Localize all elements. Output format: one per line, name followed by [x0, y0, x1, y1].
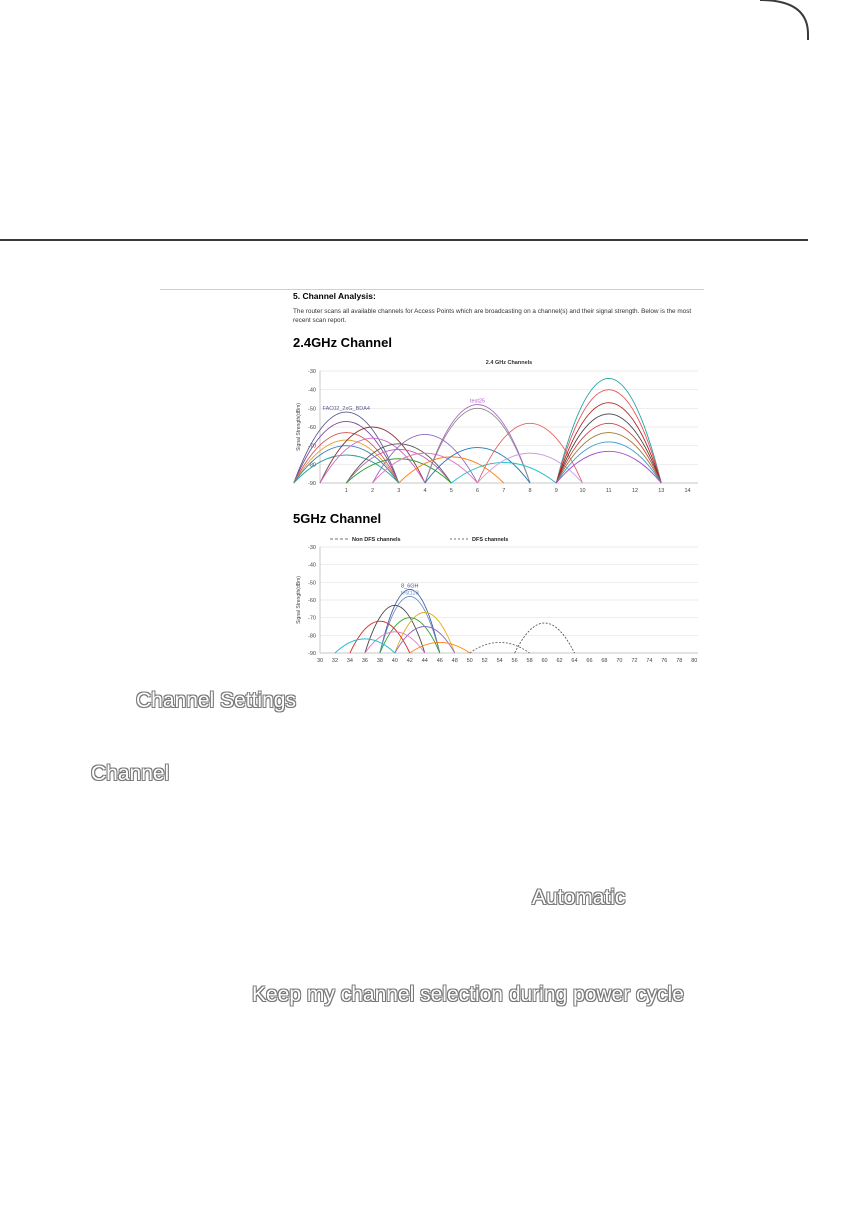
x-tick-label: 6 [475, 488, 480, 494]
y-tick-label: -70 [308, 443, 316, 450]
ssid-label: test25 [470, 398, 485, 405]
x-tick-label: 68 [601, 658, 608, 664]
x-tick-label: 40 [391, 658, 398, 664]
channel-label: Channel [91, 762, 170, 785]
signal-arc [556, 433, 661, 483]
y-tick-label: -80 [308, 633, 316, 640]
y-tick-label: -30 [308, 545, 316, 551]
y-tick-label: -80 [308, 462, 316, 469]
signal-arc [556, 451, 661, 483]
x-tick-label: 10 [579, 488, 586, 494]
x-tick-label: 32 [331, 658, 339, 664]
ssid-label: test123 [400, 590, 419, 597]
x-tick-label: 4 [423, 488, 427, 494]
x-tick-label: 76 [661, 658, 668, 664]
header-rule [0, 239, 808, 241]
x-tick-label: 72 [631, 658, 638, 664]
x-tick-label: 8 [528, 488, 532, 494]
x-tick-label: 62 [556, 658, 563, 664]
channel-analysis-screenshot [160, 287, 704, 667]
x-tick-label: 5 [449, 488, 453, 494]
automatic-option-label: Automatic [532, 886, 626, 909]
x-tick-label: 3 [397, 488, 401, 494]
signal-arc [395, 612, 455, 653]
chart-title: 2.4 GHz Channels [485, 360, 533, 366]
ghz5-chart [290, 533, 704, 667]
screenshot-top-divider [160, 289, 704, 290]
signal-arc [380, 596, 440, 653]
signal-arc [470, 642, 530, 653]
ghz5-heading: 5GHz Channel [293, 511, 382, 526]
y-tick-label: -30 [308, 369, 316, 375]
y-tick-label: -40 [308, 387, 316, 394]
signal-arc [294, 455, 399, 483]
y-axis-label: Signal Strength(dBm) [296, 403, 302, 451]
x-tick-label: 36 [361, 658, 368, 664]
y-tick-label: -70 [308, 615, 316, 622]
x-tick-label: 46 [436, 658, 443, 664]
keep-channel-checkbox-label: Keep my channel selection during power cycle [252, 983, 684, 1006]
ssid-label: 8_6GH [401, 583, 419, 590]
y-tick-label: -60 [308, 425, 316, 431]
x-tick-label: 12 [631, 488, 639, 494]
x-tick-label: 1 [344, 488, 348, 494]
x-tick-label: 7 [502, 488, 506, 494]
x-tick-label: 64 [571, 658, 578, 664]
corner-border [0, 0, 864, 60]
x-tick-label: 78 [676, 658, 683, 664]
x-tick-label: 13 [658, 488, 665, 494]
y-tick-label: -60 [308, 598, 316, 604]
section-title: 5. Channel Analysis: [293, 291, 376, 301]
signal-arc [556, 390, 661, 483]
y-tick-label: -90 [308, 481, 316, 487]
y-axis-label: Signal Strength(dBm) [296, 576, 302, 624]
x-tick-label: 66 [586, 658, 593, 664]
ssid-label: FAC02_2xG_BDA4 [322, 406, 370, 413]
x-tick-label: 38 [376, 658, 383, 664]
x-tick-label: 14 [684, 488, 691, 494]
x-tick-label: 42 [406, 658, 413, 664]
x-tick-label: 50 [466, 658, 473, 664]
ghz24-heading: 2.4GHz Channel [293, 335, 392, 350]
x-tick-label: 48 [451, 658, 458, 664]
legend-label: Non DFS channels [352, 537, 401, 543]
x-tick-label: 54 [496, 658, 503, 664]
signal-arc [515, 623, 575, 653]
x-tick-label: 80 [691, 658, 698, 664]
x-tick-label: 44 [421, 658, 428, 664]
x-tick-label: 56 [511, 658, 518, 664]
y-tick-label: -50 [308, 580, 316, 587]
x-tick-label: 30 [316, 658, 324, 664]
signal-arc [395, 627, 455, 654]
channel-settings-label: Channel Settings [136, 689, 296, 712]
signal-arc [556, 403, 661, 483]
signal-arc [365, 632, 425, 653]
section-description: The router scans all available channels for Access Points which are broadcasting on a channel(s) and their signal strength. Below is the most recent scan report. [293, 308, 692, 324]
x-tick-label: 11 [605, 488, 612, 494]
x-tick-label: 34 [346, 658, 354, 664]
ghz24-chart [290, 357, 704, 497]
x-tick-label: 70 [616, 658, 623, 664]
y-tick-label: -40 [308, 562, 316, 569]
x-tick-label: 74 [646, 658, 653, 664]
x-tick-label: 2 [370, 488, 375, 494]
x-tick-label: 60 [541, 658, 548, 664]
x-tick-label: 9 [554, 488, 558, 494]
x-tick-label: 52 [481, 658, 488, 664]
y-tick-label: -90 [308, 651, 316, 657]
x-tick-label: 58 [526, 658, 533, 664]
signal-arc [425, 448, 530, 483]
y-tick-label: -50 [308, 406, 316, 413]
legend-label: DFS channels [472, 537, 509, 543]
